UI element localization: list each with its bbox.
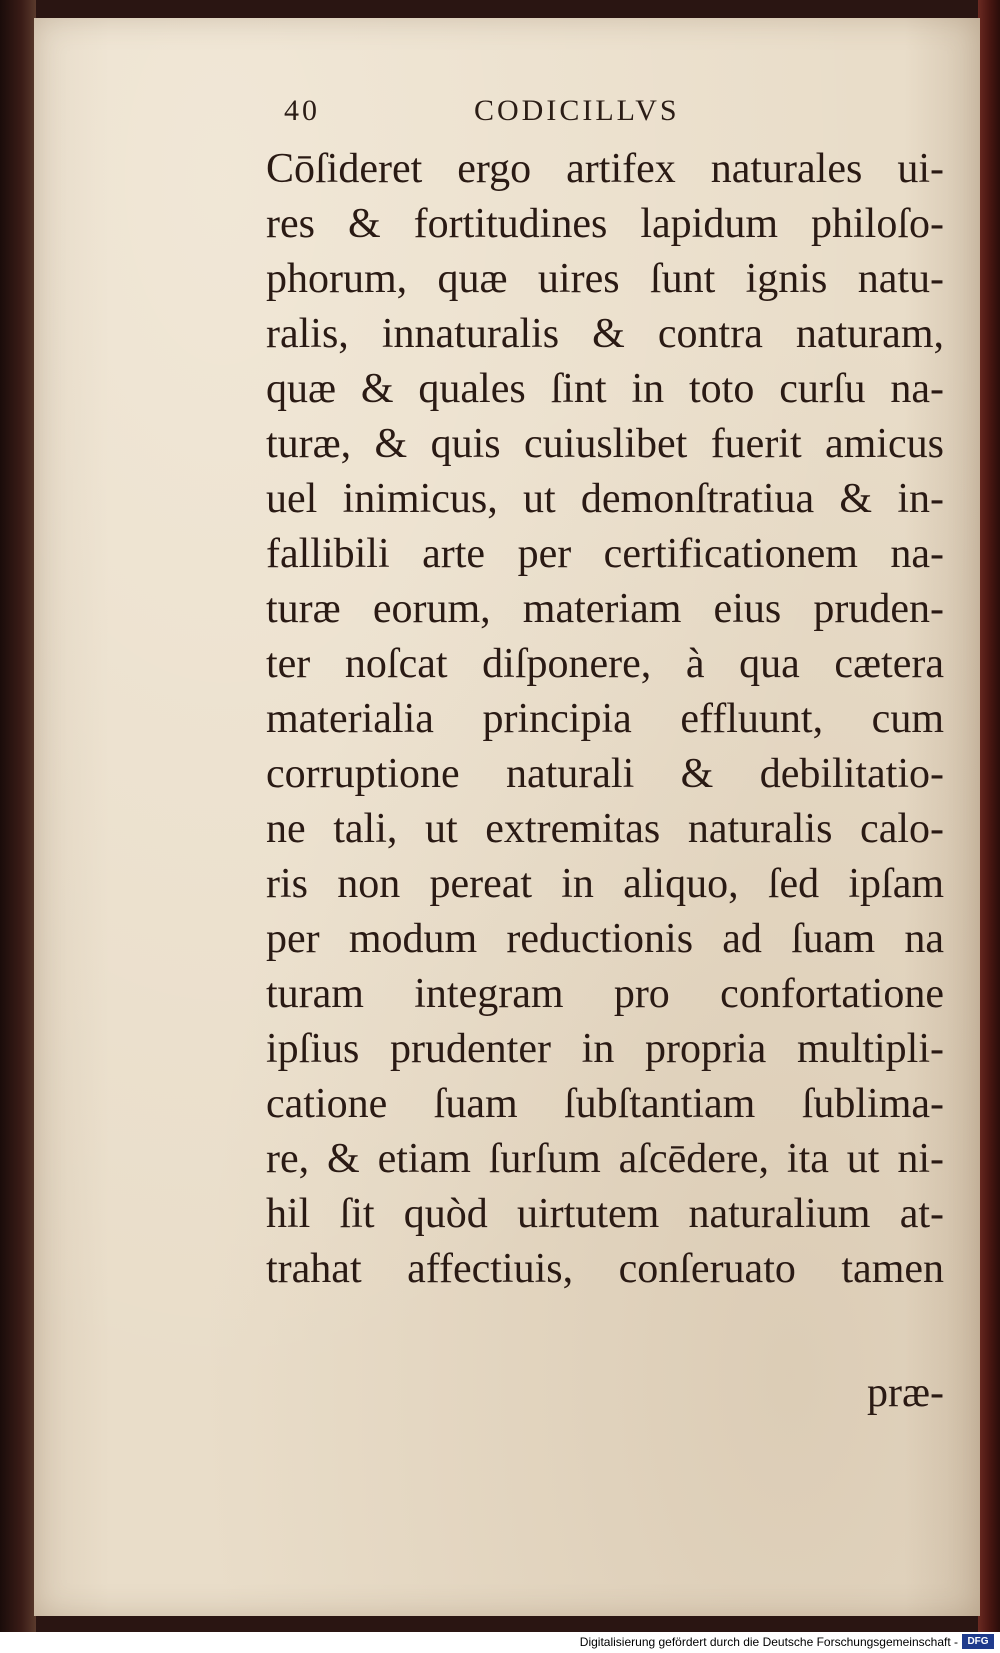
text-line: fallibili arte per certificationem na- [266, 531, 944, 577]
text-line: hil ſit quòd uirtutem naturalium at- [266, 1191, 944, 1237]
text-line: ralis, innaturalis & contra naturam, [266, 311, 944, 357]
digitization-footer [0, 1632, 1000, 1653]
text-line: phorum, quæ uires ſunt ignis natu- [266, 256, 944, 302]
text-line: ter noſcat diſponere, à qua cætera [266, 641, 944, 687]
text-line: Cōſideret ergo artifex naturales ui- [266, 146, 944, 192]
text-line: uel inimicus, ut demonſtratiua & in- [266, 476, 944, 522]
text-line: turæ eorum, materiam eius pruden- [266, 586, 944, 632]
text-line: ne tali, ut extremitas naturalis calo- [266, 806, 944, 852]
text-line: per modum reductionis ad ſuam na [266, 916, 944, 962]
text-line: turæ, & quis cuiuslibet fuerit amicus [266, 421, 944, 467]
text-line: materialia principia effluunt, cum [266, 696, 944, 742]
scan-edge-right [978, 0, 1000, 1653]
text-line: corruptione naturali & debilitatio- [266, 751, 944, 797]
text-line: res & fortitudines lapidum philoſo- [266, 201, 944, 247]
page-number: 40 [284, 94, 320, 127]
catchword: præ- [867, 1370, 944, 1416]
text-line: turam integram pro confortatione [266, 971, 944, 1017]
running-head [284, 94, 964, 134]
funding-credit: Digitalisierung gefördert durch die Deutsche Forschungsgemeinschaft - [579, 1635, 958, 1649]
running-title: CODICILLVS [474, 94, 680, 127]
dfg-logo: DFG [962, 1634, 994, 1649]
scan-edge-left [0, 0, 36, 1653]
text-line: re, & etiam ſurſum aſcēdere, ita ut ni- [266, 1136, 944, 1182]
text-line: catione ſuam ſubſtantiam ſublima- [266, 1081, 944, 1127]
book-page [34, 18, 980, 1616]
text-line: ris non pereat in aliquo, ſed ipſam [266, 861, 944, 907]
text-line: ipſius prudenter in propria multipli- [266, 1026, 944, 1072]
body-text [266, 142, 944, 1297]
text-line: quæ & quales ſint in toto curſu na- [266, 366, 944, 412]
text-line: trahat affectiuis, conſeruato tamen [266, 1246, 944, 1292]
